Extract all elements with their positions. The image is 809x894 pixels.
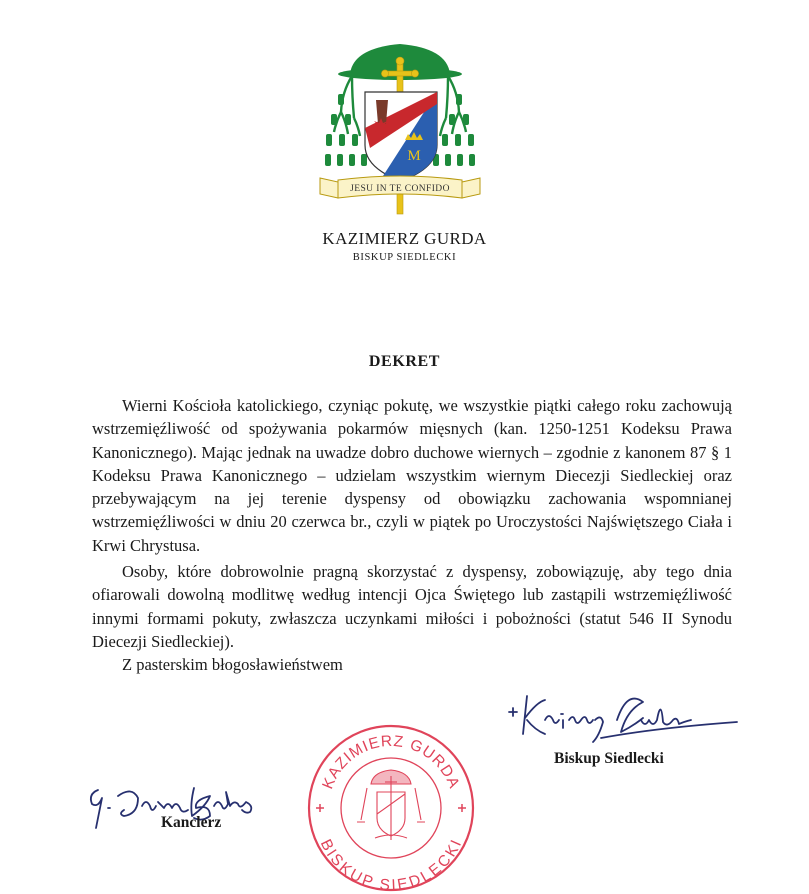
- svg-text:BISKUP SIEDLECKI: [316, 837, 465, 894]
- document-title: DEKRET: [368, 353, 441, 370]
- coat-of-arms-icon: [0, 0, 809, 225]
- closing-blessing: Z pasterskim błogosławieństwem: [122, 655, 343, 674]
- bishop-signature-icon: [505, 690, 745, 750]
- author-title: BISKUP SIEDLECKI: [352, 252, 457, 263]
- seal-text-top: KAZIMIERZ GURDA: [319, 732, 463, 792]
- decree-paragraph-2: Osoby, które dobrowolnie pragną skorzystać z dyspensy, zobowiązuję, aby tego dnia ofiarowali dowolną modlitwę według intencji Ojca Świętego lub zastąpili wstrzemięźliwość innymi formami pokuty, zwłaszcza uczynkami miłości i pobożności (statut 546 II Synodu Diecezji Siedleckiej).: [92, 562, 732, 651]
- seal-text-bottom: BISKUP SIEDLECKI: [316, 836, 466, 894]
- motto-text: JESU IN TE CONFIDO: [350, 184, 450, 194]
- chancellor-title: Kanclerz: [161, 814, 222, 831]
- decree-paragraph-1: Wierni Kościoła katolickiego, czyniąc pokutę, we wszystkie piątki całego roku zachowują wstrzemięźliwość od spożywania pokarmów mięsnych (kan. 1250-1251 Kodeksu Prawa Kanonicznego). Mając jednak na uwadze dobro duchowe wiernych – zgodnie z kanonem 87 § 1 Kodeksu Prawa Kanonicznego – udzielam wszystkim wiernym Diecezji Siedleckiej oraz przebywającym na jej terenie dyspensy od obowiązku zachowania wspomnianej wstrzemięźliwości w dniu 20 czerwca br., czyli w piątek po Uroczystości Najświętszego Ciała i Krwi Chrystusa.: [92, 396, 732, 555]
- bishop-title: Biskup Siedlecki: [554, 750, 664, 767]
- stamp-seal-icon: [305, 722, 477, 894]
- author-name: KAZIMIERZ GURDA: [322, 229, 487, 248]
- svg-text:M: M: [407, 148, 421, 164]
